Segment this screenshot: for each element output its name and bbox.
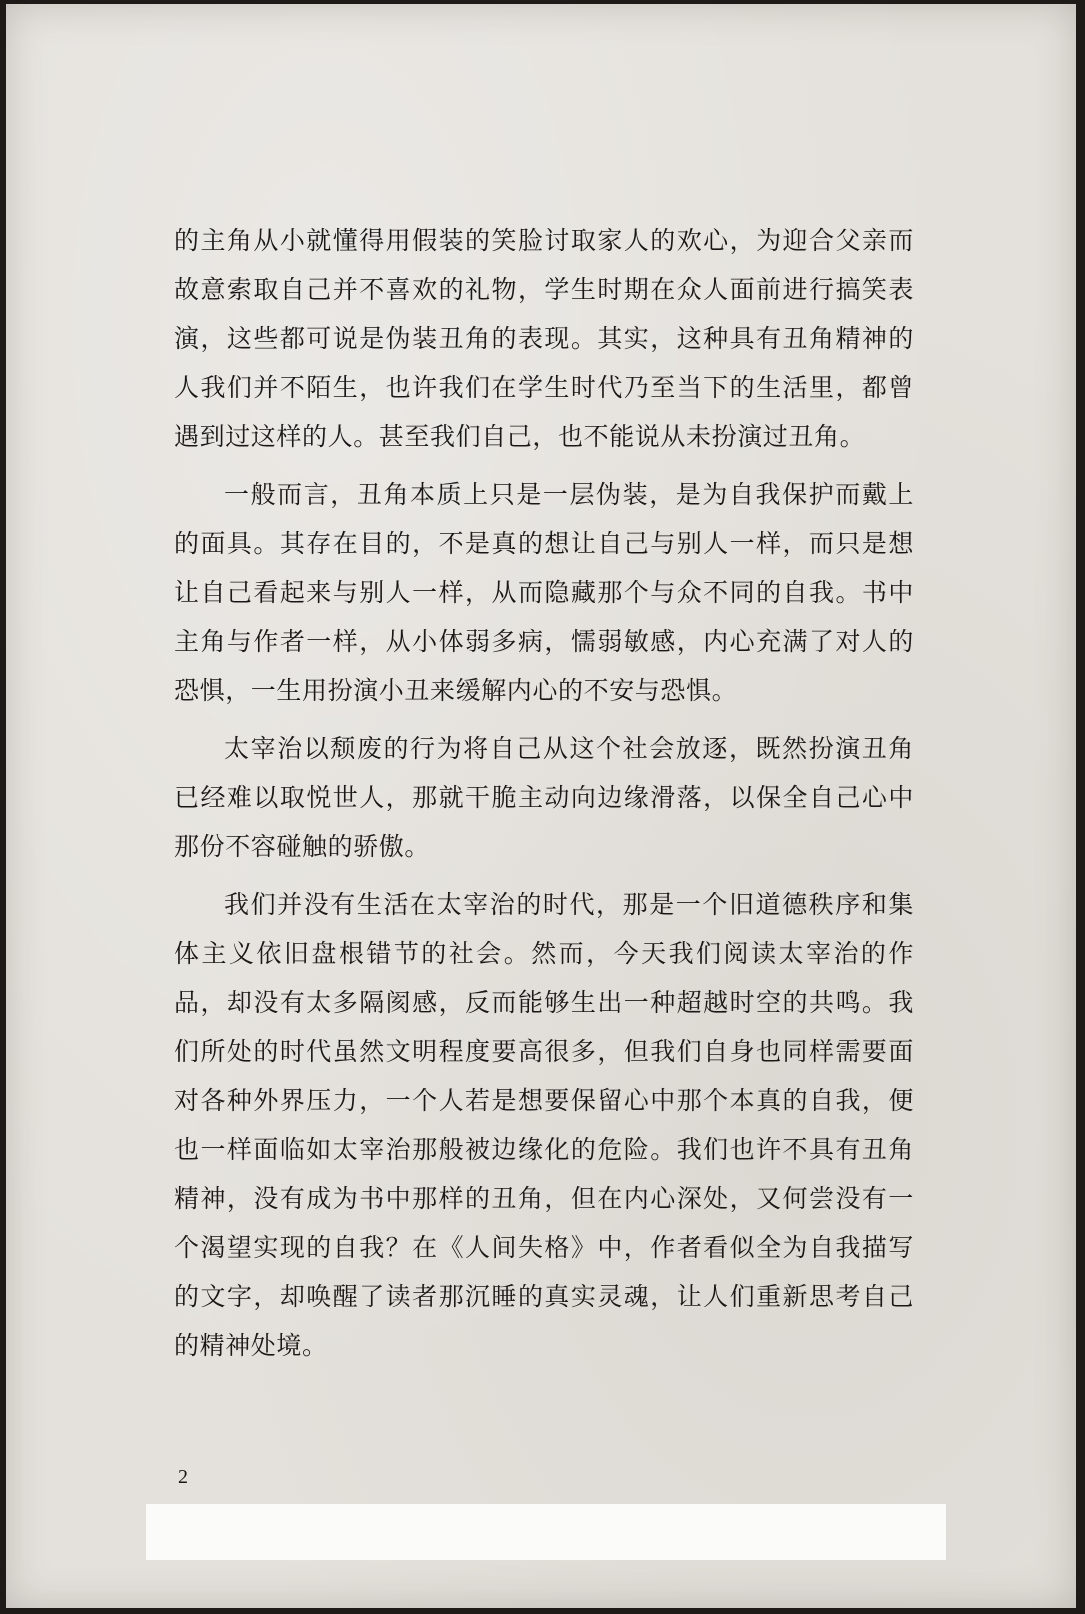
paragraph-3: 太宰治以颓废的行为将自己从这个社会放逐，既然扮演丑角已经难以取悦世人，那就干脆主动向边缘滑落，以保全自己心中那份不容碰触的骄傲。 — [174, 734, 914, 861]
blank-strip — [146, 1504, 946, 1560]
paragraph-1: 的主角从小就懂得用假装的笑脸讨取家人的欢心，为迎合父亲而故意索取自己并不喜欢的礼物，学生时期在众人面前进行搞笑表演，这些都可说是伪装丑角的表现。其实，这种具有丑角精神的人我们并不陌生，也许我们在学生时代乃至当下的生活里，都曾遇到过这样的人。甚至我们自己，也不能说从未扮演过丑角。 — [174, 226, 914, 451]
page-number: 2 — [178, 1466, 188, 1488]
paragraph-4: 我们并没有生活在太宰治的时代，那是一个旧道德秩序和集体主义依旧盘根错节的社会。然而，今天我们阅读太宰治的作品，却没有太多隔阂感，反而能够生出一种超越时空的共鸣。我们所处的时代虽然文明程度要高很多，但我们自身也同样需要面对各种外界压力，一个人若是想要保留心中那个本真的自我，便也一样面临如太宰治那般被边缘化的危险。我们也许不具有丑角精神，没有成为书中那样的丑角，但在内心深处，又何尝没有一个渴望实现的自我？在《人间失格》中，作者看似全为自我描写的文字，却唤醒了读者那沉睡的真实灵魂，让人们重新思考自己的精神处境。 — [174, 890, 914, 1360]
paragraph-2: 一般而言，丑角本质上只是一层伪装，是为自我保护而戴上的面具。其存在目的，不是真的想让自己与别人一样，而只是想让自己看起来与别人一样，从而隐藏那个与众不同的自我。书中主角与作者一样，从小体弱多病，懦弱敏感，内心充满了对人的恐惧，一生用扮演小丑来缓解内心的不安与恐惧。 — [174, 480, 914, 705]
book-page — [6, 4, 1076, 1608]
body-text — [174, 216, 914, 1379]
